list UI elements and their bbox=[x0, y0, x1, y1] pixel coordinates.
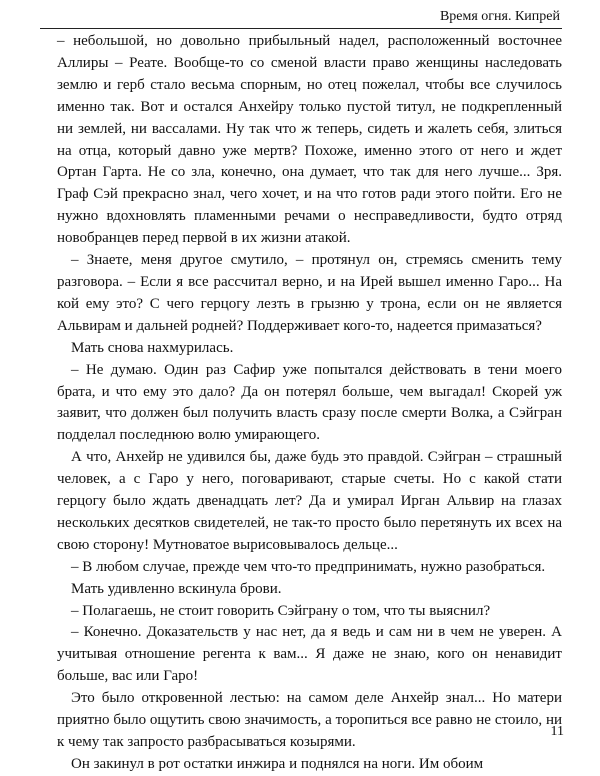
paragraph: – Знаете, меня другое смутило, – протянул он, стремясь сменить тему разговора. – Если я все рассчитал верно, и на Ирей вышел именно Гаро... На кой ему это? С чего герцогу лезть в грызню у трона, если он не является Альвирам и дальней родней? Поддерживает кого-то, надеется примазаться? bbox=[57, 252, 562, 334]
paragraph: – В любом случае, прежде чем что-то предпринимать, нужно разобраться. bbox=[71, 558, 546, 575]
running-header bbox=[40, 8, 562, 29]
paragraph: Это было откровенной лестью: на самом деле Анхейр знал... Но матери приятно было ощутить свою значимость, а торопиться все равно не стоило, ни к чему так запросто разбрасываться козырями. bbox=[57, 690, 562, 750]
body-text bbox=[57, 31, 562, 776]
paragraph: Мать удивленно вскинула брови. bbox=[71, 580, 282, 597]
paragraph: Он закинул в рот остатки инжира и поднялся на ноги. Им обоим bbox=[71, 755, 484, 772]
paragraph: – Полагаешь, не стоит говорить Сэйграну о том, что ты выяснил? bbox=[71, 602, 491, 619]
paragraph: А что, Анхейр не удивился бы, даже будь это правдой. Сэйгран – страшный человек, а с Гаро у него, поговаривают, старые счеты. Но с какой стати герцогу было ждать двенадцать лет? Да и умирал Ирган Альвир на глазах нескольких десятков свидетелей, не так-то просто было перетянуть их всех на свою сторону! Мутноватое вырисовывалось дельце... bbox=[57, 449, 562, 553]
paragraph: Мать снова нахмурилась. bbox=[71, 339, 234, 356]
page-number: 11 bbox=[550, 724, 564, 739]
paragraph: – Конечно. Доказательств у нас нет, да я ведь и сам ни в чем не уверен. А учитывая отношение регента к вам... Я даже не знаю, кого он ненавидит больше, вас или Гаро! bbox=[57, 624, 562, 685]
running-title: Время огня. Кипрей bbox=[439, 9, 560, 24]
paragraph: – Не думаю. Один раз Сафир уже попытался действовать в тени моего брата, и что ему это дало? Да он потерял больше, чем выгадал! Скорей уж заявит, что должен был получить власть сразу после смерти Волка, а Сэйгран подделал последнюю волю умирающего. bbox=[57, 361, 562, 444]
paragraph: – небольшой, но довольно прибыльный надел, расположенный восточнее Аллиры – Реате. Вообще-то со сменой власти право женщины наследовать землю и герб стало весьма спорным, но отец пожелал, чтобы все случилось именно так. Вот и остался Анхейру только пустой титул, не подкрепленный ни землей, ни вассалами. Ну так что ж теперь, сидеть и жалеть себя, злиться на отца, который давно уже мертв? Похоже, именно этого от него и ждет Ортан Гарта. Не со зла, конечно, она думает, что так для него лучше... Зря. Граф Сэй прекрасно знал, чего хочет, и на что готов ради этого пойти. Его не нужно вдохновлять пламенными речами о несправедливости, будто отряд новобранцев перед первой в их жизни атакой. bbox=[57, 33, 562, 247]
